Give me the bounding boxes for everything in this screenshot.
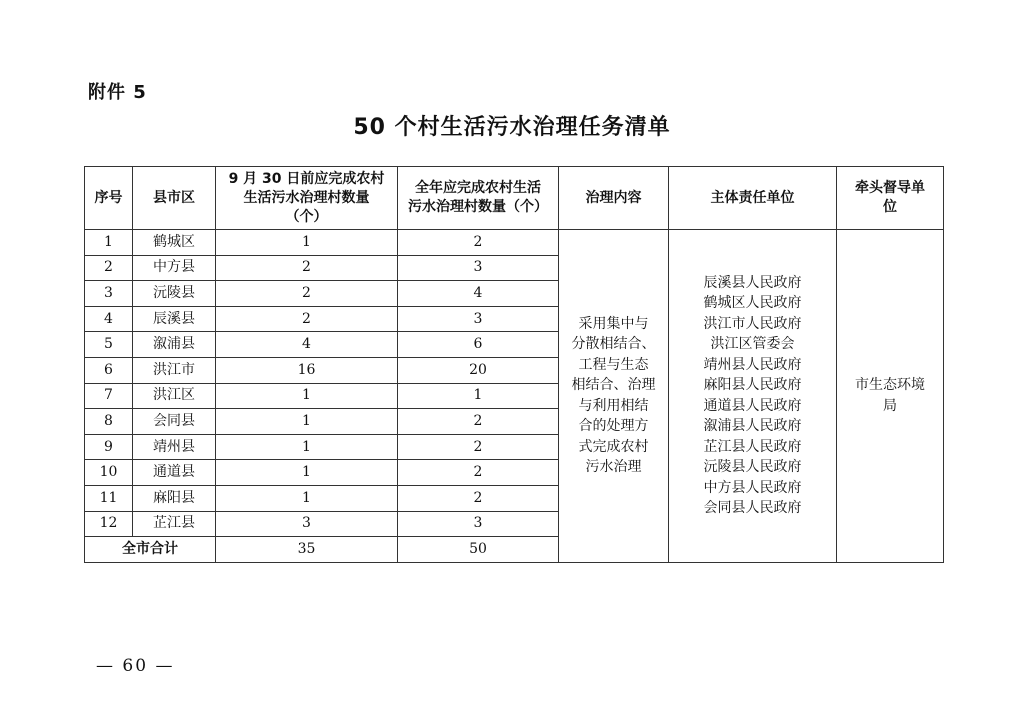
responsible-line: 沅陵县人民政府 — [703, 459, 802, 476]
cell-seq: 3 — [85, 281, 133, 307]
header-responsible: 主体责任单位 — [669, 167, 837, 230]
responsible-line: 鹤城区人民政府 — [703, 295, 802, 312]
cell-seq: 9 — [85, 434, 133, 460]
task-table — [84, 166, 944, 563]
cell-county: 通道县 — [133, 460, 216, 486]
responsible-line: 会同县人民政府 — [703, 500, 802, 517]
header-supervisor-line: 牵头督导单 — [855, 180, 925, 196]
document-title: 50 个村生活污水治理任务清单 — [353, 115, 671, 140]
content-line: 工程与生态 — [578, 356, 649, 373]
page-number: — 60 — — [96, 656, 175, 676]
cell-seq: 12 — [85, 511, 133, 537]
cell-county: 沅陵县 — [133, 281, 216, 307]
cell-annual: 20 — [398, 357, 559, 383]
cell-annual: 2 — [398, 409, 559, 435]
cell-annual: 2 — [398, 434, 559, 460]
cell-annual: 2 — [398, 460, 559, 486]
cell-sep30: 1 — [216, 460, 398, 486]
responsible-line: 溆浦县人民政府 — [703, 418, 802, 435]
cell-seq: 11 — [85, 485, 133, 511]
cell-annual: 4 — [398, 281, 559, 307]
cell-county: 靖州县 — [133, 434, 216, 460]
cell-sep30: 2 — [216, 306, 398, 332]
cell-sep30: 1 — [216, 409, 398, 435]
cell-county: 会同县 — [133, 409, 216, 435]
cell-seq: 10 — [85, 460, 133, 486]
responsible-line: 中方县人民政府 — [703, 479, 802, 496]
content-line: 合的处理方 — [578, 418, 649, 435]
cell-seq: 7 — [85, 383, 133, 409]
header-row — [85, 167, 944, 230]
header-seq: 序号 — [85, 167, 133, 230]
cell-seq: 2 — [85, 255, 133, 281]
cell-sep30: 1 — [216, 434, 398, 460]
header-content: 治理内容 — [559, 167, 669, 230]
cell-sep30: 3 — [216, 511, 398, 537]
cell-seq: 4 — [85, 306, 133, 332]
responsible-line: 麻阳县人民政府 — [703, 377, 802, 394]
header-supervisor-line: 位 — [883, 199, 897, 215]
responsible-line: 洪江区管委会 — [710, 336, 795, 353]
cell-county: 洪江市 — [133, 357, 216, 383]
responsible-line: 洪江市人民政府 — [703, 315, 802, 332]
cell-responsible — [669, 230, 837, 563]
header-sep30-line: （个） — [285, 208, 328, 225]
cell-annual: 3 — [398, 255, 559, 281]
cell-county: 中方县 — [133, 255, 216, 281]
cell-county: 溆浦县 — [133, 332, 216, 358]
cell-sep30: 1 — [216, 485, 398, 511]
total-label: 全市合计 — [85, 537, 216, 563]
cell-annual: 1 — [398, 383, 559, 409]
header-sep30-line: 9 月 30 日前应完成农村 — [228, 170, 385, 187]
content-line: 式完成农村 — [578, 438, 649, 455]
header-county: 县市区 — [133, 167, 216, 230]
attachment-label: 附件 5 — [88, 82, 147, 103]
cell-annual: 6 — [398, 332, 559, 358]
supervisor-line: 局 — [883, 397, 897, 414]
content-line: 分散相结合、 — [571, 336, 656, 353]
header-sep30-line: 生活污水治理村数量 — [243, 189, 370, 206]
cell-county: 洪江区 — [133, 383, 216, 409]
content-line: 相结合、治理 — [571, 377, 656, 394]
cell-seq: 8 — [85, 409, 133, 435]
cell-seq: 6 — [85, 357, 133, 383]
table-row — [85, 230, 944, 256]
cell-content — [559, 230, 669, 563]
cell-sep30: 4 — [216, 332, 398, 358]
supervisor-line: 市生态环境 — [855, 377, 925, 394]
cell-sep30: 1 — [216, 230, 398, 256]
responsible-line: 靖州县人民政府 — [703, 356, 802, 373]
cell-sep30: 2 — [216, 255, 398, 281]
cell-seq: 5 — [85, 332, 133, 358]
content-line: 污水治理 — [585, 459, 642, 476]
cell-seq: 1 — [85, 230, 133, 256]
header-supervisor — [837, 167, 944, 230]
responsible-line: 通道县人民政府 — [703, 397, 802, 414]
cell-sep30: 1 — [216, 383, 398, 409]
content-line: 与利用相结 — [578, 397, 649, 414]
header-annual-count — [398, 167, 559, 230]
responsible-line: 辰溪县人民政府 — [703, 274, 802, 291]
header-annual-line: 污水治理村数量（个） — [408, 199, 548, 215]
header-annual-line: 全年应完成农村生活 — [415, 180, 541, 196]
cell-annual: 2 — [398, 485, 559, 511]
cell-annual: 3 — [398, 511, 559, 537]
responsible-line: 芷江县人民政府 — [703, 438, 802, 455]
total-sep30: 35 — [216, 537, 398, 563]
cell-sep30: 2 — [216, 281, 398, 307]
cell-annual: 3 — [398, 306, 559, 332]
cell-supervisor — [837, 230, 944, 563]
cell-county: 鹤城区 — [133, 230, 216, 256]
cell-annual: 2 — [398, 230, 559, 256]
cell-sep30: 16 — [216, 357, 398, 383]
cell-county: 麻阳县 — [133, 485, 216, 511]
total-annual: 50 — [398, 537, 559, 563]
cell-county: 辰溪县 — [133, 306, 216, 332]
header-sep30-count — [216, 167, 398, 230]
cell-county: 芷江县 — [133, 511, 216, 537]
content-line: 采用集中与 — [578, 315, 649, 332]
